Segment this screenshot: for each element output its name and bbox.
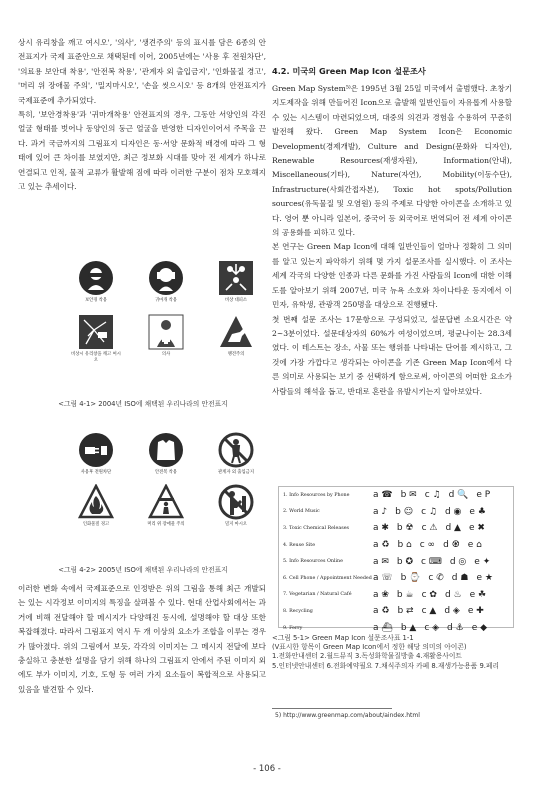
choice-icon: e ⌂: [467, 540, 482, 551]
break-glass-icon: [78, 314, 114, 350]
icon-label: 밀지 마시오: [224, 522, 248, 527]
choice-icon: e P: [476, 490, 491, 501]
choice-icon: b ⇄: [397, 606, 414, 617]
figure-4-2-caption: <그림 4-2> 2005년 ISO에 채택된 우리나라의 안전표지: [58, 566, 228, 574]
page-number: - 106 -: [253, 764, 281, 774]
ear-protection-icon: [148, 260, 184, 296]
row-label: 1. Info Resources by Phone: [283, 492, 350, 498]
eye-protection-icon: [78, 260, 114, 296]
no-entry-icon: [218, 432, 254, 468]
paragraph: 이러한 변화 속에서 국제표준으로 인정받은 위의 그림을 통해 최근 개발되는 있는 시각정보 이미지의 특징을 살펴볼 수 있다. 현대 산업사회에서는 과거에 비해 전달해야 할 메시지가 다양해진 동시에, 설명해야 할 대상 또한 복잡해졌다. 따라서 그림표지 역시 두 개 이상의 요소가 조합을 이루는 경우가 많아졌다. 위의 그림에서 보듯, 각각의 이미지는 그 메시지 전달에 보다 충실하고 충분한 설명을 담기 위해 하나의 그림표지 안에서 주된 이미지 외에도 부가 이미지, 기호, 도형 등 여러 가지 요소들이 복합적으로 사용되고 있음을 발견할 수 있다.: [18, 584, 266, 694]
icon-label: 사용후 전원차단: [80, 470, 112, 475]
do-not-push-icon: [218, 484, 254, 520]
row-icons: [373, 540, 513, 550]
paragraph: 첫 번째 설문 조사는 17문항으로 구성되었고, 설문답변 소요시간은 약 2~3분이었다. 설문대상자의 60%가 여성이었으며, 평균나이는 28.3세였다. 이 테스트는 장소, 사물 또는 행위를 나타내는 단어를 제시하고, 그것에 가장 가깝다고 생각되는 아이콘을 기존 Green Map Icon에서 다른 의미로 사용되는 보기 중 선택하게 함으로써, 아이콘의 어떠한 요소가 사람들의 해석을 돕고, 반대로 혼란을 유발시키는지 알아보았다.: [272, 314, 512, 396]
choice-icon: b ⌂: [397, 540, 412, 551]
choice-icon: b ✪: [396, 556, 414, 567]
row-label: 6. Cell Phone / Appointment Needed: [283, 575, 372, 581]
icon-label: 보안경 착용: [84, 298, 108, 303]
unplug-icon: [78, 432, 114, 468]
footnote: 5) http://www.greenmap.com/about/aindex.html: [275, 712, 420, 719]
row-icons: [373, 590, 513, 600]
figure-4-1: [20, 260, 266, 410]
row-icons: [373, 523, 513, 533]
overhead-obstacle-icon: [148, 484, 184, 520]
table-row: [279, 553, 513, 570]
choice-icon: d ◈: [444, 606, 460, 617]
row-icons: [373, 606, 513, 616]
icon-label: 귀마개 착용: [154, 298, 178, 303]
table-row: [279, 587, 513, 604]
choice-icon: c ♫: [421, 506, 437, 517]
choice-icon: c ⌨: [421, 556, 442, 567]
doctor-icon: [148, 314, 184, 350]
section-title: 4.2. 미국의 Green Map Icon 설문조사: [272, 66, 426, 76]
icon-cell: [70, 260, 122, 304]
row-icons: [373, 623, 513, 633]
figure-4-2: [20, 432, 266, 572]
icon-cell: [70, 432, 122, 476]
survey-table: [278, 486, 514, 634]
table-row: [279, 504, 513, 521]
figure-4-2-row-2: [70, 484, 256, 528]
choice-icon: b ☕: [396, 589, 414, 600]
row-label: 2. World Music: [283, 509, 320, 515]
choice-icon: a ✉: [373, 556, 389, 567]
caption-line: 5.인터넷안내센터 6.전화예약필요 7.채식주의자 카페 8.재생가능용품 9.페리: [272, 661, 500, 670]
choice-icon: d 🔍: [448, 490, 469, 501]
choice-icon: d ◉: [444, 506, 462, 517]
choice-icon: a ♪: [373, 506, 388, 517]
figure-4-1-row-2: [70, 314, 256, 364]
choice-icon: c ✆: [428, 573, 444, 584]
figure-4-1-caption: <그림 4-1> 2004년 ISO에 채택된 우리나라의 안전표지: [58, 400, 228, 408]
icon-cell: [210, 432, 262, 476]
row-label: 8. Recycling: [283, 608, 313, 614]
table-row: [279, 520, 513, 537]
dog-warning-icon: [218, 314, 254, 350]
choice-icon: e ✦: [474, 556, 491, 567]
choice-icon: d ☗: [451, 573, 469, 584]
row-label: 9. Ferry: [283, 625, 303, 631]
row-label: 5. Info Resources Online: [283, 559, 343, 565]
evacuation-shelter-icon: [218, 260, 254, 296]
left-column-top: [18, 36, 266, 194]
icon-cell: [210, 314, 262, 364]
row-icons: [373, 507, 513, 517]
choice-icon: d ⚓: [447, 623, 464, 634]
choice-icon: e ♣: [469, 506, 486, 517]
choice-icon: b ✉: [400, 490, 417, 501]
choice-icon: e ✖: [468, 523, 485, 534]
choice-icon: a ♻: [373, 540, 390, 551]
left-column-bottom: [18, 582, 266, 697]
icon-label: 맹견주의: [227, 352, 245, 357]
icon-cell: [210, 260, 262, 304]
row-label: 7. Vegetarian / Natural Café: [283, 592, 352, 598]
row-icons: [373, 573, 513, 583]
choice-icon: d ▲: [445, 523, 461, 534]
paragraph: 상시 유리창을 깨고 여시오', '의사', '생견주의' 등의 표시를 담은 6종의 안전표지가 국제 표준안으로 채택된데 이어, 2005년에는 '사용 후 전원차단', '의료용 보안대 착용', '안전복 착용', '관계자 외 출입금지', '인화물질 경고', '머리 위 장애물 주의', '밀지마시오', '손을 씻으시오' 등 8개의 안전표지가 국제표준에 추가되었다.: [18, 38, 266, 105]
icon-label: 머리 위 장애물 주의: [147, 522, 185, 527]
figure-4-2-row-1: [70, 432, 256, 476]
choice-icon: b ⌚: [400, 573, 421, 584]
choice-icon: b ☢: [396, 523, 414, 534]
choice-icon: e ✚: [467, 606, 484, 617]
icon-label: 의사: [161, 352, 171, 357]
row-icons: [373, 557, 513, 567]
icon-cell: [70, 314, 122, 364]
choice-icon: d ♨: [444, 589, 462, 600]
choice-icon: b ▲: [400, 623, 417, 634]
caption-line: (V표시한 항목이 Green Map Icon에서 정한 해당 의미의 아이콘): [272, 643, 467, 652]
paragraph: Green Map System⁵⁾은 1995년 3월 25일 미국에서 출범했다. 초창기 지도제작을 위해 만들어진 Icon으로 출발해 일반인들이 자유롭게 사용할 수 있는 시스템이 마련되었으며, 대중의 의견과 경험을 수용하여 꾸준히 발전해 왔다. Green Map System Icon은 Economic Development(경제개발), Culture and Design(문화와 디자인), Renewable Resources(재생자원), Information(안내), Miscellaneous(기타), Nature(자연), Mobility(이동수단), Infrastructure(사회간접자본), Toxic hot spots/Pollution sources(유독물질 및 오염원) 등의 주제로 다양한 아이콘을 소개하고 있다. 영어 뿐 아니라 일본어, 중국어 등 외국어로 번역되어 전 세계 아이콘의 공용화를 피하고 있다.: [272, 84, 512, 238]
figure-5-1-caption: [272, 634, 512, 671]
icon-label: 비상 대피소: [224, 298, 248, 303]
table-row: [279, 487, 513, 504]
choice-icon: c ⚠: [421, 523, 438, 534]
icon-cell: [70, 484, 122, 528]
icon-cell: [140, 432, 192, 476]
choice-icon: a ⛴: [373, 623, 393, 634]
choice-icon: a ☎: [373, 490, 393, 501]
choice-icon: b ☺: [395, 506, 414, 517]
choice-icon: d ◎: [449, 556, 467, 567]
icon-label: 안전복 착용: [154, 470, 178, 475]
caption-line: 1.전화안내센터 2.월드뮤직 3.독성화학물질방출 4.재활용사이트: [272, 652, 462, 661]
paragraph: 특히, '보안경착용'과 '귀마개착용' 안전표지의 경우, 그동안 서양인의 각진 얼굴 형태를 벗어나 동양인의 둥근 얼굴을 반영한 디자인이어서 주목을 끈다. 과거 국금까지의 그림표지 디자인은 동·서양 문화적 배경에 따라 그 형태에 있어 큰 차이를 보였지만, 최근 정보화 시대를 맞아 전 세계가 하나로 연결되고 인적, 물적 교류가 활발해 짐에 따라 이러한 구분이 점차 모호해지고 있는 추세이다.: [18, 110, 266, 192]
caption-line: <그림 5-1> Green Map Icon 설문조사표 1-1: [272, 634, 414, 642]
choice-icon: d ♼: [443, 540, 460, 551]
icon-cell: [140, 260, 192, 304]
choice-icon: c ♫: [424, 490, 441, 501]
flammable-warning-icon: [78, 484, 114, 520]
choice-icon: a ❀: [373, 589, 389, 600]
table-row: [279, 570, 513, 587]
row-label: 3. Toxic Chemical Releases: [283, 525, 349, 531]
choice-icon: e ★: [476, 573, 493, 584]
choice-icon: c ✿: [421, 589, 437, 600]
choice-icon: a ✱: [373, 523, 389, 534]
paragraph: 본 연구는 Green Map Icon에 대해 일반인들이 얼마나 정확히 그 의미를 알고 있는지 파악하기 위해 몇 가지 설문조사를 실시했다. 이 조사는 세계 각국의 다양한 인종과 다른 문화를 가진 사람들의 Icon에 대한 이해도를 알아보기 위해 2007년, 미국 뉴욕 소호와 차이나타운 등지에서 이민자, 유학생, 관광객 250명을 대상으로 진행됐다.: [272, 242, 512, 310]
icon-cell: [140, 484, 192, 528]
right-column-text: [272, 82, 512, 399]
table-row: [279, 603, 513, 620]
choice-icon: a ♻: [373, 606, 390, 617]
icon-label: 비상시 유리창을 깨고 여시오: [71, 352, 121, 363]
row-icons: [373, 490, 513, 500]
choice-icon: e ◆: [471, 623, 488, 634]
choice-icon: c ◈: [424, 623, 440, 634]
icon-cell: [210, 484, 262, 528]
choice-icon: e ☘: [469, 589, 487, 600]
footnote-divider: [272, 708, 392, 709]
choice-icon: c ▲: [421, 606, 437, 617]
icon-label: 인화물질 경고: [82, 522, 110, 527]
figure-4-1-row-1: [70, 260, 256, 304]
table-row: [279, 537, 513, 554]
choice-icon: a ☏: [373, 573, 393, 584]
choice-icon: c ∞: [419, 540, 436, 551]
icon-cell: [140, 314, 192, 364]
protective-clothing-icon: [148, 432, 184, 468]
icon-label: 관계자 외 출입금지: [218, 470, 254, 475]
row-label: 4. Reuse Site: [283, 542, 316, 548]
